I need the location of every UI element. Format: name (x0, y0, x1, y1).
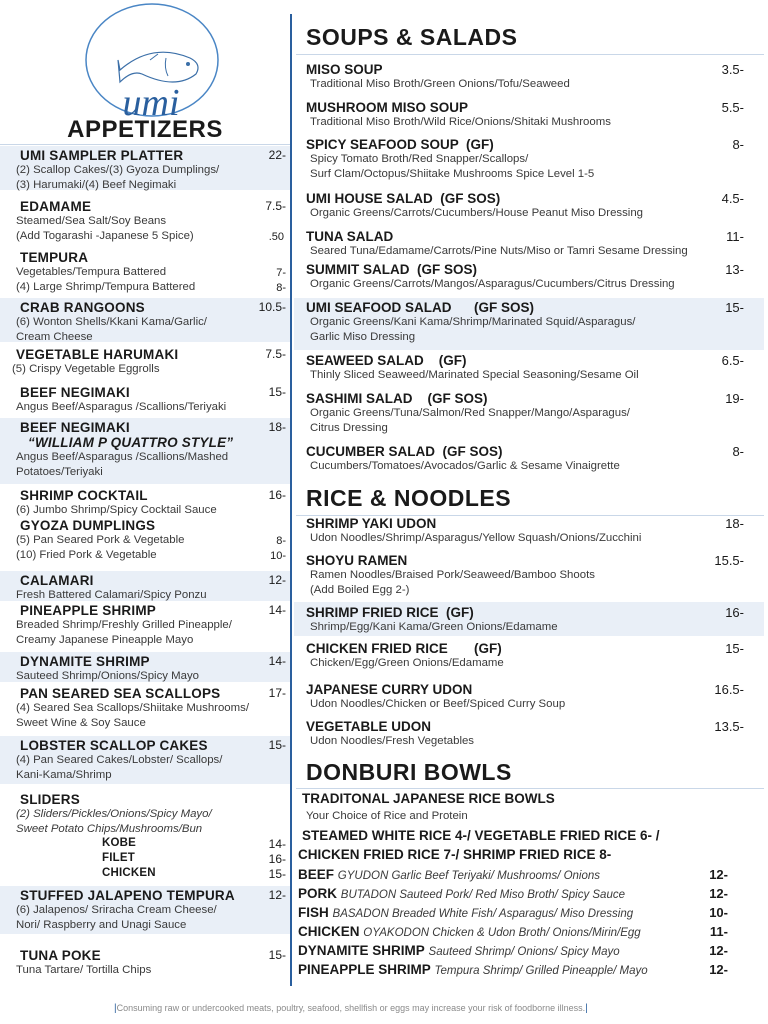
donburi-bowl (298, 867, 764, 882)
menu-item (296, 191, 764, 221)
item-description: Tuna Tartare/ Tortilla Chips (16, 964, 152, 976)
menu-item (296, 605, 764, 635)
item-name: BEEF NEGIMAKI (20, 420, 130, 435)
section-title: SOUPS & SALADS (306, 24, 518, 50)
menu-item (0, 488, 290, 518)
item-description: (4) Pan Seared Cakes/Lobster/ Scallops/ (16, 754, 223, 766)
item-description: (6) Jalapenos/ Sriracha Cream Cheese/ (16, 904, 217, 916)
menu-item (0, 654, 290, 684)
menu-item (296, 229, 764, 259)
item-price: 11- (726, 229, 744, 244)
item-description: Creamy Japanese Pineapple Mayo (16, 634, 194, 646)
item-name: DYNAMITE SHRIMP (20, 654, 150, 669)
item-name: LOBSTER SCALLOP CAKES (20, 738, 208, 753)
item-price: 13.5- (714, 719, 744, 734)
item-description: Sweet Potato Chips/Mushrooms/Bun (16, 823, 203, 835)
item-description: Organic Greens/Kani Kama/Shrimp/Marinated Squid/Asparagus/ (310, 316, 636, 328)
item-price: 8- (732, 137, 744, 152)
item-name: EDAMAME (20, 199, 92, 214)
menu-item (0, 347, 290, 377)
footer-disclaimer: |Consuming raw or undercooked meats, poultry, seafood, shellfish or eggs may increase your risk of foodborne illness.| (114, 1003, 588, 1014)
bowl-name: CHICKEN (298, 924, 360, 939)
item-description: Traditional Miso Broth/Wild Rice/Onions/Shitaki Mushrooms (310, 116, 611, 128)
menu-item (0, 573, 290, 603)
section-title: DONBURI BOWLS (306, 759, 512, 785)
menu-item (0, 420, 290, 480)
menu-item (0, 686, 290, 731)
item-description: Surf Clam/Octopus/Shiitake Mushrooms Spice Level 1-5 (310, 168, 595, 180)
bowl-name: PORK (298, 886, 338, 901)
slider-option-label: FILET (102, 852, 135, 864)
item-name: SUMMIT SALAD (GF SOS) (306, 262, 477, 277)
item-description: Cream Cheese (16, 331, 93, 343)
item-price: 13- (725, 262, 744, 277)
menu-item (296, 682, 764, 712)
item-description: Thinly Sliced Seaweed/Marinated Special Seasoning/Sesame Oil (310, 369, 639, 381)
slider-option (20, 867, 290, 882)
item-description: (10) Fried Pork & Vegetable (16, 549, 157, 561)
item-description: Nori/ Raspberry and Unagi Sauce (16, 919, 187, 931)
slider-option (20, 837, 290, 852)
item-description: Cucumbers/Tomatoes/Avocados/Garlic & Sesame Vinaigrette (310, 460, 620, 472)
item-line-price: 7- (276, 267, 286, 279)
umi-logo (80, 2, 222, 122)
item-description: Angus Beef/Asparagus /Scallions/Teriyaki (16, 401, 227, 413)
slider-option-price: 16- (268, 852, 286, 866)
footer-text: Consuming raw or undercooked meats, poultry, seafood, shellfish or eggs may increase your risk of foodborne illness. (116, 1003, 586, 1013)
item-description: Seared Tuna/Edamame/Carrots/Pine Nuts/Miso or Tamri Sesame Dressing (310, 245, 688, 257)
item-name: BEEF NEGIMAKI (20, 385, 130, 400)
item-description: Breaded Shrimp/Freshly Grilled Pineapple/ (16, 619, 232, 631)
menu-item (296, 300, 764, 345)
item-subtitle: “WILLIAM P QUATTRO STYLE” (28, 435, 234, 450)
item-price: 18- (725, 516, 744, 531)
bowl-name: PINEAPPLE SHRIMP (298, 962, 431, 977)
menu-item (296, 137, 764, 182)
item-description: Organic Greens/Carrots/Mangos/Asparagus/Cucumbers/Citrus Dressing (310, 278, 675, 290)
bowl-price: 12- (709, 867, 728, 882)
item-name: VEGETABLE HARUMAKI (16, 347, 179, 362)
item-price: 5.5- (721, 100, 744, 115)
item-name: CUCUMBER SALAD (GF SOS) (306, 444, 503, 459)
section-title: RICE & NOODLES (306, 485, 512, 511)
bowl-description: Tempura Shrimp/ Grilled Pineapple/ Mayo (434, 965, 648, 977)
item-name: VEGETABLE UDON (306, 719, 432, 734)
item-description: Fresh Battered Calamari/Spicy Ponzu (16, 589, 207, 601)
item-description: (6) Jumbo Shrimp/Spicy Cocktail Sauce (16, 504, 217, 516)
menu-item (296, 719, 764, 749)
menu-item (296, 516, 764, 546)
item-description: Udon Noodles/Chicken or Beef/Spiced Curry Soup (310, 698, 566, 710)
item-price: 15- (268, 948, 286, 962)
item-description: (5) Pan Seared Pork & Vegetable (16, 534, 185, 546)
item-description: Organic Greens/Carrots/Cucumbers/House Peanut Miso Dressing (310, 207, 643, 219)
item-price: 15- (268, 385, 286, 399)
rice-option-line: CHICKEN FRIED RICE 7-/ SHRIMP FRIED RICE 8- (298, 847, 612, 862)
slider-option (20, 852, 290, 867)
item-name: STUFFED JALAPENO TEMPURA (20, 888, 235, 903)
item-price: 16- (725, 605, 744, 620)
rice-option-line: STEAMED WHITE RICE 4-/ VEGETABLE FRIED RICE 6- / (302, 828, 660, 843)
item-line-price: 10- (270, 550, 286, 562)
item-description: Udon Noodles/Shrimp/Asparagus/Yellow Squash/Onions/Zucchini (310, 532, 642, 544)
item-name: TUNA POKE (20, 948, 101, 963)
item-description: (2) Sliders/Pickles/Onions/Spicy Mayo/ (16, 808, 212, 820)
item-name: SHRIMP FRIED RICE (GF) (306, 605, 474, 620)
item-description: (3) Harumaki/(4) Beef Negimaki (16, 179, 177, 191)
donburi-bowl (298, 943, 764, 958)
item-description: Sweet Wine & Soy Sauce (16, 717, 146, 729)
item-price: 14- (268, 654, 286, 668)
item-price: 12- (268, 573, 286, 587)
item-description: Potatoes/Teriyaki (16, 466, 103, 478)
menu-item (0, 948, 290, 978)
menu-item (296, 444, 764, 474)
item-description: Citrus Dressing (310, 422, 388, 434)
menu-item (296, 391, 764, 436)
donburi-subheading: TRADITONAL JAPANESE RICE BOWLS (302, 791, 555, 806)
bowl-description: GYUDON Garlic Beef Teriyaki/ Mushrooms/ Onions (337, 870, 601, 882)
menu-item (0, 385, 290, 415)
item-price: 16- (268, 488, 286, 502)
item-price: 6.5- (721, 353, 744, 368)
bowl-name: DYNAMITE SHRIMP (298, 943, 425, 958)
item-description: Udon Noodles/Fresh Vegetables (310, 735, 475, 747)
menu-item (0, 250, 290, 295)
item-name: SPICY SEAFOOD SOUP (GF) (306, 137, 494, 152)
item-description: Spicy Tomato Broth/Red Snapper/Scallops/ (310, 153, 529, 165)
bowl-description: OYAKODON Chicken & Udon Broth/ Onions/Mirin/Egg (363, 927, 641, 939)
section-divider (296, 788, 764, 789)
item-description: (2) Scallop Cakes/(3) Gyoza Dumplings/ (16, 164, 220, 176)
bowl-price: 12- (709, 886, 728, 901)
item-price: 3.5- (721, 62, 744, 77)
donburi-bowl (298, 886, 764, 901)
item-description: Angus Beef/Asparagus /Scallions/Mashed (16, 451, 229, 463)
menu-item (0, 888, 290, 933)
item-name: MUSHROOM MISO SOUP (306, 100, 469, 115)
item-description: Steamed/Sea Salt/Soy Beans (16, 215, 167, 227)
appetizers-heading: APPETIZERS (67, 116, 223, 143)
bowl-name: FISH (298, 905, 329, 920)
menu-item (0, 518, 290, 563)
donburi-bowl (298, 905, 764, 920)
donburi-note: Your Choice of Rice and Protein (306, 810, 468, 822)
item-name: CHICKEN FRIED RICE (GF) (306, 641, 502, 656)
item-price: 14- (268, 603, 286, 617)
item-name: PAN SEARED SEA SCALLOPS (20, 686, 221, 701)
donburi-bowl (298, 924, 764, 939)
donburi-bowl (298, 962, 764, 977)
item-description: Sauteed Shrimp/Onions/Spicy Mayo (16, 670, 199, 682)
item-description: (5) Crispy Vegetable Eggrolls (12, 363, 160, 375)
bowl-description: BUTADON Sauteed Pork/ Red Miso Broth/ Spicy Sauce (340, 889, 625, 901)
menu-item (0, 300, 290, 345)
menu-item (296, 262, 764, 292)
menu-item (0, 603, 290, 648)
menu-item (0, 199, 290, 244)
item-name: JAPANESE CURRY UDON (306, 682, 473, 697)
item-price: 8- (732, 444, 744, 459)
item-price: 15- (725, 300, 744, 315)
item-name: SHRIMP COCKTAIL (20, 488, 148, 503)
item-name: UMI SEAFOOD SALAD (GF SOS) (306, 300, 535, 315)
slider-option-price: 15- (268, 867, 286, 881)
menu-item (296, 553, 764, 598)
item-description: Chicken/Egg/Green Onions/Edamame (310, 657, 504, 669)
item-line-price: 8- (276, 535, 286, 547)
item-name: UMI HOUSE SALAD (GF SOS) (306, 191, 501, 206)
bowl-price: 11- (709, 924, 728, 939)
menu-item (0, 792, 290, 882)
item-price: 15.5- (714, 553, 744, 568)
item-price: 15- (268, 738, 286, 752)
item-description: (Add Togarashi -Japanese 5 Spice) (16, 230, 194, 242)
menu-item (0, 738, 290, 783)
item-name: PINEAPPLE SHRIMP (20, 603, 156, 618)
item-description: Shrimp/Egg/Kani Kama/Green Onions/Edamame (310, 621, 558, 633)
slider-option-label: KOBE (102, 837, 137, 849)
item-price: 10.5- (258, 300, 286, 314)
item-price: 18- (268, 420, 286, 434)
item-price: 7.5- (265, 347, 286, 361)
menu-item (296, 641, 764, 671)
bowl-price: 10- (709, 905, 728, 920)
item-description: Kani-Kama/Shrimp (16, 769, 112, 781)
item-name: GYOZA DUMPLINGS (20, 518, 156, 533)
item-price: 22- (268, 148, 286, 162)
item-description: Garlic Miso Dressing (310, 331, 416, 343)
item-name: UMI SAMPLER PLATTER (20, 148, 184, 163)
column-divider (290, 14, 292, 986)
item-name: SASHIMI SALAD (GF SOS) (306, 391, 488, 406)
item-name: SHOYU RAMEN (306, 553, 408, 568)
item-name: TUNA SALAD (306, 229, 394, 244)
slider-option-label: CHICKEN (102, 867, 156, 879)
item-price: 12- (268, 888, 286, 902)
menu-item (296, 62, 764, 92)
heading-divider (0, 144, 290, 145)
item-name: MISO SOUP (306, 62, 383, 77)
menu-item (296, 353, 764, 383)
item-description: Organic Greens/Tuna/Salmon/Red Snapper/Mango/Asparagus/ (310, 407, 630, 419)
slider-option-price: 14- (268, 837, 286, 851)
menu-item (0, 148, 290, 193)
item-description: (6) Wonton Shells/Kkani Kama/Garlic/ (16, 316, 207, 328)
bowl-description: Sauteed Shrimp/ Onions/ Spicy Mayo (428, 946, 620, 958)
logo-text: umi (122, 82, 180, 122)
item-name: SLIDERS (20, 792, 80, 807)
item-description: Traditional Miso Broth/Green Onions/Tofu/Seaweed (310, 78, 570, 90)
item-price: 17- (268, 686, 286, 700)
item-name: CRAB RANGOONS (20, 300, 145, 315)
item-description: (4) Seared Sea Scallops/Shiitake Mushrooms/ (16, 702, 249, 714)
item-description: (Add Boiled Egg 2-) (310, 584, 410, 596)
bowl-name: BEEF (298, 867, 335, 882)
section-divider (296, 54, 764, 55)
item-description: Vegetables/Tempura Battered (16, 266, 167, 278)
item-name: TEMPURA (20, 250, 89, 265)
item-description: Ramen Noodles/Braised Pork/Seaweed/Bamboo Shoots (310, 569, 595, 581)
item-extra-price: .50 (268, 231, 284, 243)
bowl-price: 12- (709, 962, 728, 977)
bowl-price: 12- (709, 943, 728, 958)
item-price: 4.5- (721, 191, 744, 206)
item-description: (4) Large Shrimp/Tempura Battered (16, 281, 196, 293)
item-name: SHRIMP YAKI UDON (306, 516, 437, 531)
item-name: SEAWEED SALAD (GF) (306, 353, 467, 368)
item-price: 19- (725, 391, 744, 406)
item-name: CALAMARI (20, 573, 94, 588)
item-price: 16.5- (714, 682, 744, 697)
item-line-price: 8- (276, 282, 286, 294)
menu-item (296, 100, 764, 130)
bowl-description: BASADON Breaded White Fish/ Asparagus/ Miso Dressing (332, 908, 634, 920)
item-price: 7.5- (265, 199, 286, 213)
item-price: 15- (725, 641, 744, 656)
